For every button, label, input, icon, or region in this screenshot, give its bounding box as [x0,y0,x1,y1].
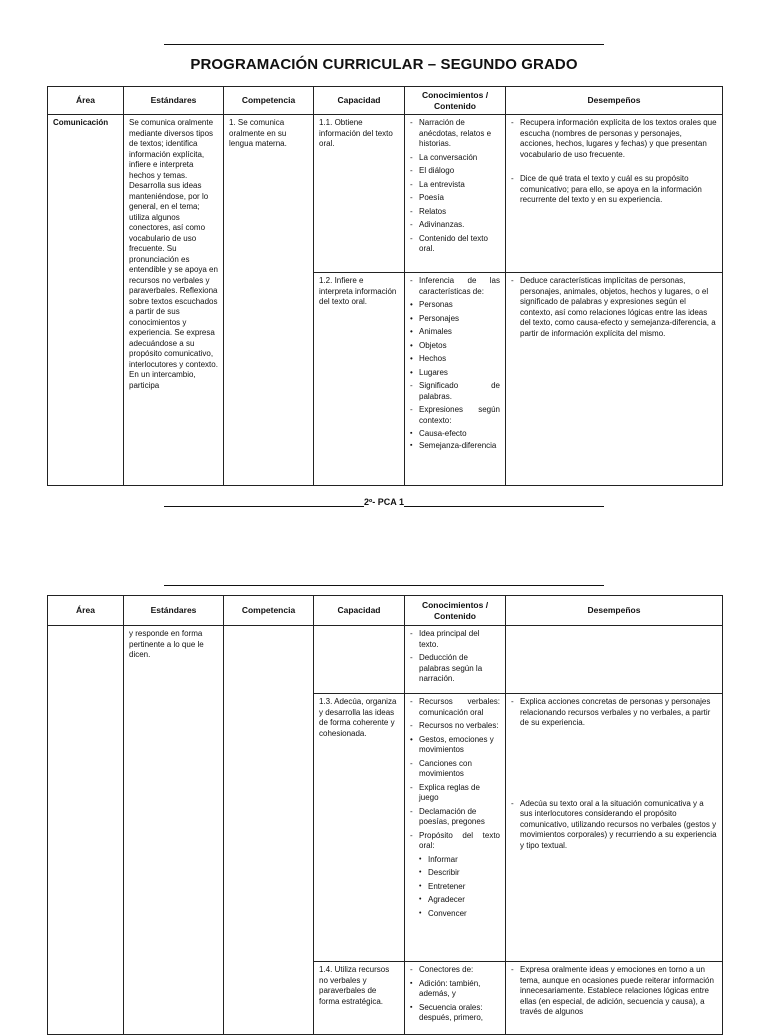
contenido-1-1 [405,115,506,273]
list-item: • Personajes [410,314,500,325]
list-item: - Significado de palabras. [410,381,500,402]
competencia-cell [224,626,314,1035]
capacidad-1-4: 1.4. Utiliza recursos no verbales y paraverbales de forma estratégica. [314,962,405,1035]
list-item: • Lugares [410,368,500,379]
list-item: • Gestos, emociones y movimientos [410,735,500,756]
header-competencia: Competencia [224,596,314,626]
list-item: ▪ Secuencia orales: después, primero, [410,1003,500,1024]
table-row [48,626,723,694]
header-area: Área [48,596,124,626]
list-item: - Canciones con movimientos [410,759,500,780]
header-row [48,87,723,115]
list-item: - Declamación de poesías, pregones [410,807,500,828]
list-item: - La entrevista [410,180,500,191]
capacidad-1-2: 1.2. Infiere e interpreta información del texto oral. [314,273,405,486]
list-item: - Adivinanzas. [410,220,500,231]
header-desempenos: Desempeños [506,87,723,115]
list-item: - Conectores de: [410,965,500,976]
desempenos-1-1 [506,115,723,273]
header-row [48,596,723,626]
curriculum-table-page2 [47,595,723,1035]
estandares-cell: y responde en forma pertinente a lo que le dicen. [124,626,224,1035]
header-estandares: Estándares [124,596,224,626]
capacidad-1-3: 1.3. Adecúa, organiza y desarrolla las ideas de forma coherente y cohesionada. [314,694,405,962]
list-item: - Poesía [410,193,500,204]
curriculum-table-page1 [47,86,723,486]
list-item: - Idea principal del texto. [410,629,500,650]
estandares-cell: Se comunica oralmente mediante diversos tipos de textos; identifica información explícita, infiere e interpreta hechos y temas. Desarrolla sus ideas manteniéndose, por lo general, en el tema; utiliza algunos conectores, así como vocabulario de uso frecuente. Su pronunciación es entendible y se apoya en recursos no verbales y paraverbales. Reflexiona sobre textos escuchados a partir de sus conocimientos y experiencia. Se expresa adecuándose a su propósito comunicativo, interlocutores y contexto. En un intercambio, participa [124,115,224,486]
list-item: - Expresiones según contexto: [410,405,500,426]
page-title: PROGRAMACIÓN CURRICULAR – SEGUNDO GRADO [190,56,578,73]
header-area: Área [48,87,124,115]
list-item: - Explica reglas de juego [410,783,500,804]
header-desempenos: Desempeños [506,596,723,626]
list-item: - Adecúa su texto oral a la situación comunicativa y a sus interlocutores considerando el propósito comunicativo, utilizando recursos no verbales (gestos y movimientos corporales) y recurriendo a su experiencia y tipo textual. [511,799,717,852]
list-item: - Contenido del texto oral. [410,234,500,255]
page-footer [164,497,604,507]
list-item: - Narración de anécdotas, relatos e historias. [410,118,500,150]
list-item: ▪ Adición: también, además, y [410,979,500,1000]
list-item: - El diálogo [410,166,500,177]
list-item: - Deduce características implícitas de personas, personajes, animales, objetos, hechos y lugares, o el significado de palabras y expresiones según el contexto, así como relaciones lógicas entre las ideas del texto, como causa-efecto y semejanza-diferencia, a partir de información explícita del mismo. [511,276,717,339]
list-item: - Explica acciones concretas de personas y personajes relacionando recursos verbales y no verbales, a partir de su experiencia. [511,697,717,729]
capacidad-1-1: 1.1. Obtiene información del texto oral. [314,115,405,273]
list-item: • Agradecer [410,895,500,906]
desempenos-empty [506,626,723,694]
list-item: ▪ Causa-efecto [410,429,500,440]
list-item: ▪ Semejanza-diferencia [410,441,500,452]
list-item: - Propósito del texto oral: [410,831,500,852]
capacidad-empty [314,626,405,694]
list-item: • Animales [410,327,500,338]
list-item: - Recursos no verbales: [410,721,500,732]
list-item: - Recupera información explícita de los textos orales que escucha (nombres de personas y personajes, acciones, hechos, lugares y fechas) y que presentan vocabulario de uso frecuente. [511,118,717,160]
desempenos-1-3 [506,694,723,962]
header-capacidad: Capacidad [314,596,405,626]
area-cell: Comunicación [48,115,124,486]
list-item: - Inferencia de las características de: [410,276,500,297]
header-conocimientos: Conocimientos / Contenido [405,596,506,626]
area-cell [48,626,124,1035]
header-conocimientos: Conocimientos / Contenido [405,87,506,115]
top-rule [164,44,604,45]
contenido-top [405,626,506,694]
header-competencia: Competencia [224,87,314,115]
list-item: - Deducción de palabras según la narración. [410,653,500,685]
footer-label: 2º- PCA 1 [364,497,404,507]
list-item: - Relatos [410,207,500,218]
list-item: • Personas [410,300,500,311]
list-item: • Informar [410,855,500,866]
contenido-1-3 [405,694,506,962]
list-item: - Recursos verbales: comunicación oral [410,697,500,718]
list-item: - Expresa oralmente ideas y emociones en torno a un tema, aunque en ocasiones puede reiterar información innecesariamente. Establece relaciones lógicas entre ellas (en especial, de adición, secuencia y causa), a través de algunos [511,965,717,1018]
list-item: • Entretener [410,882,500,893]
desempenos-1-2 [506,273,723,486]
list-item: - La conversación [410,153,500,164]
competencia-cell: 1. Se comunica oralmente en su lengua materna. [224,115,314,486]
list-item: • Objetos [410,341,500,352]
header-capacidad: Capacidad [314,87,405,115]
list-item: • Hechos [410,354,500,365]
top-rule-page2 [164,585,604,586]
list-item: • Convencer [410,909,500,920]
table-row [48,115,723,273]
header-estandares: Estándares [124,87,224,115]
contenido-1-2 [405,273,506,486]
list-item: • Describir [410,868,500,879]
list-item: - Dice de qué trata el texto y cuál es su propósito comunicativo; para ello, se apoya en la información recurrente del texto y en su experiencia. [511,174,717,206]
